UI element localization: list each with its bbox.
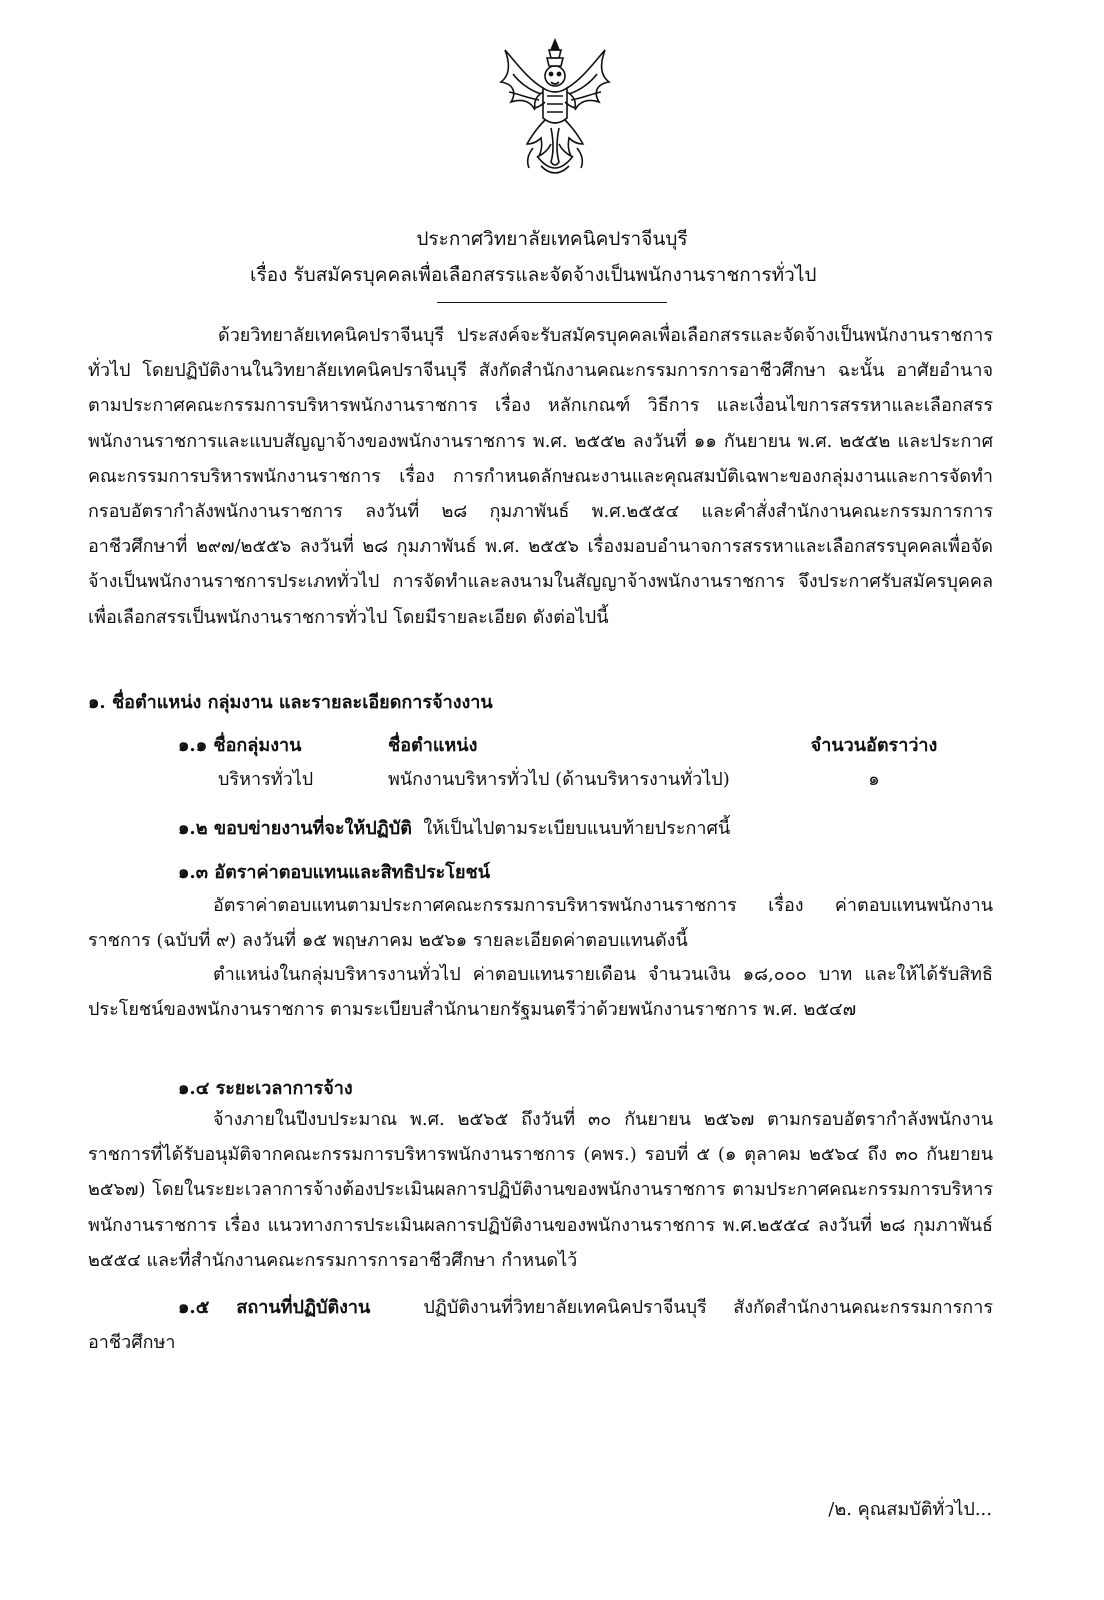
garuda-emblem-icon — [495, 36, 615, 184]
announcement-subject: เรื่อง รับสมัครบุคคลเพื่อเลือกสรรและจัดจ้างเป็นพนักงานราชการทั่วไป — [250, 264, 817, 286]
cell-group: บริหารทั่วไป — [218, 769, 314, 790]
intro-paragraph: ด้วยวิทยาลัยเทคนิคปราจีนบุรี ประสงค์จะรับสมัครบุคคลเพื่อเลือกสรรและจัดจ้างเป็นพนักงานราชการทั่วไป โดยปฏิบัติงานในวิทยาลัยเทคนิคปราจีนบุรี สังกัดสำนักงานคณะกรรมการการอาชีวศึกษา ฉะนั้น อาศัยอำนาจตามประกาศคณะกรรมการบริหารพนักงานราชการ เรื่อง หลักเกณฑ์ วิธีการ และเงื่อนไขการสรรหาและเลือกสรรพนักงานราชการและแบบสัญญาจ้างของพนักงานราชการ พ.ศ. ๒๕๕๒ ลงวันที่ ๑๑ กันยายน พ.ศ. ๒๕๕๒ และประกาศคณะกรรมการบริหารพนักงานราชการ เรื่อง การกำหนดลักษณะงานและคุณสมบัติเฉพาะของกลุ่มงานและการจัดทำกรอบอัตรากำลังพนักงานราชการ ลงวันที่ ๒๘ กุมภาพันธ์ พ.ศ.๒๕๕๔ และคำสั่งสำนักงานคณะกรรมการการอาชีวศึกษาที่ ๒๙๗/๒๕๕๖ ลงวันที่ ๒๘ กุมภาพันธ์ พ.ศ. ๒๕๕๖ เรื่องมอบอำนาจการสรรหาและเลือกสรรบุคคลเพื่อจัดจ้างเป็นพนักงานราชการประเภททั่วไป การจัดทำและลงนามในสัญญาจ้างพนักงานราชการ จึงประกาศรับสมัครบุคคลเพื่อเลือกสรรเป็นพนักงานราชการทั่วไป โดยมีรายละเอียด ดังต่อไปนี้ — [88, 325, 993, 628]
section-1-3-paragraph-1: อัตราค่าตอบแทนตามประกาศคณะกรรมการบริหารพนักงานราชการ เรื่อง ค่าตอบแทนพนักงานราชการ (ฉบับที่ ๙) ลงวันที่ ๑๕ พฤษภาคม ๒๕๖๑ รายละเอียดค่าตอบแทนดังนี้ — [88, 895, 993, 952]
position-table — [178, 730, 958, 798]
section-1-2 — [178, 813, 730, 842]
section-1-4-heading — [178, 1073, 353, 1102]
section-1-heading: ๑. ชื่อตำแหน่ง กลุ่มงาน และรายละเอียดการจ้างงาน — [88, 692, 493, 713]
col-count-header: จำนวนอัตราว่าง — [810, 735, 938, 756]
section-1-4-paragraph: จ้างภายในปีงบประมาณ พ.ศ. ๒๕๖๕ ถึงวันที่ ๓๐ กันยายน ๒๕๖๗ ตามกรอบอัตรากำลังพนักงานราชการที่ได้รับอนุมัติจากคณะกรรมการบริหารพนักงานราชการ (คพร.) รอบที่ ๕ (๑ ตุลาคม ๒๕๖๔ ถึง ๓๐ กันยายน ๒๕๖๗) โดยในระยะเวลาการจ้างต้องประเมินผลการปฏิบัติงานของพนักงานราชการ ตามประกาศคณะกรรมการบริหารพนักงานราชการ เรื่อง แนวทางการประเมินผลการปฏิบัติงานของพนักงานราชการ พ.ศ.๒๕๕๔ ลงวันที่ ๒๘ กุมภาพันธ์ ๒๕๕๔ และที่สำนักงานคณะกรรมการการอาชีวศึกษา กำหนดไว้ — [88, 1109, 993, 1271]
section-1-3-heading — [178, 857, 490, 886]
cell-position: พนักงานบริหารทั่วไป (ด้านบริหารงานทั่วไป) — [388, 769, 730, 790]
section-1-5-label: ๑.๕ สถานที่ปฏิบัติงาน — [178, 1297, 371, 1318]
table-row — [178, 764, 958, 798]
section-1-5-text: ปฏิบัติงานที่วิทยาลัยเทคนิคปราจีนบุรี สังกัดสำนักงานคณะกรรมการการอาชีวศึกษา — [88, 1297, 993, 1354]
continuation-note: /๒. คุณสมบัติทั่วไป... — [828, 1499, 992, 1520]
section-1-5 — [88, 1290, 993, 1360]
section-1-3-label: ๑.๓ อัตราค่าตอบแทนและสิทธิประโยชน์ — [178, 862, 491, 883]
announcement-title: ประกาศวิทยาลัยเทคนิคปราจีนบุรี — [416, 228, 688, 250]
cell-count: ๑ — [868, 769, 880, 790]
section-1-4-label: ๑.๔ ระยะเวลาการจ้าง — [178, 1078, 353, 1099]
section-1-3-paragraph-2: ตำแหน่งในกลุ่มบริหารงานทั่วไป ค่าตอบแทนรายเดือน จำนวนเงิน ๑๘,๐๐๐ บาท และให้ได้รับสิทธิประโยชน์ของพนักงานราชการ ตามระเบียบสำนักนายกรัฐมนตรีว่าด้วยพนักงานราชการ พ.ศ. ๒๕๔๗ — [88, 964, 993, 1021]
col-group-header: ๑.๑ ชื่อกลุ่มงาน — [178, 735, 302, 756]
section-1-2-label: ๑.๒ ขอบข่ายงานที่จะให้ปฏิบัติ — [178, 818, 412, 839]
section-1-2-text: ให้เป็นไปตามระเบียบแนบท้ายประกาศนี้ — [423, 818, 731, 839]
position-table-header — [178, 730, 958, 764]
title-divider — [437, 302, 667, 303]
col-position-header: ชื่อตำแหน่ง — [388, 735, 478, 756]
